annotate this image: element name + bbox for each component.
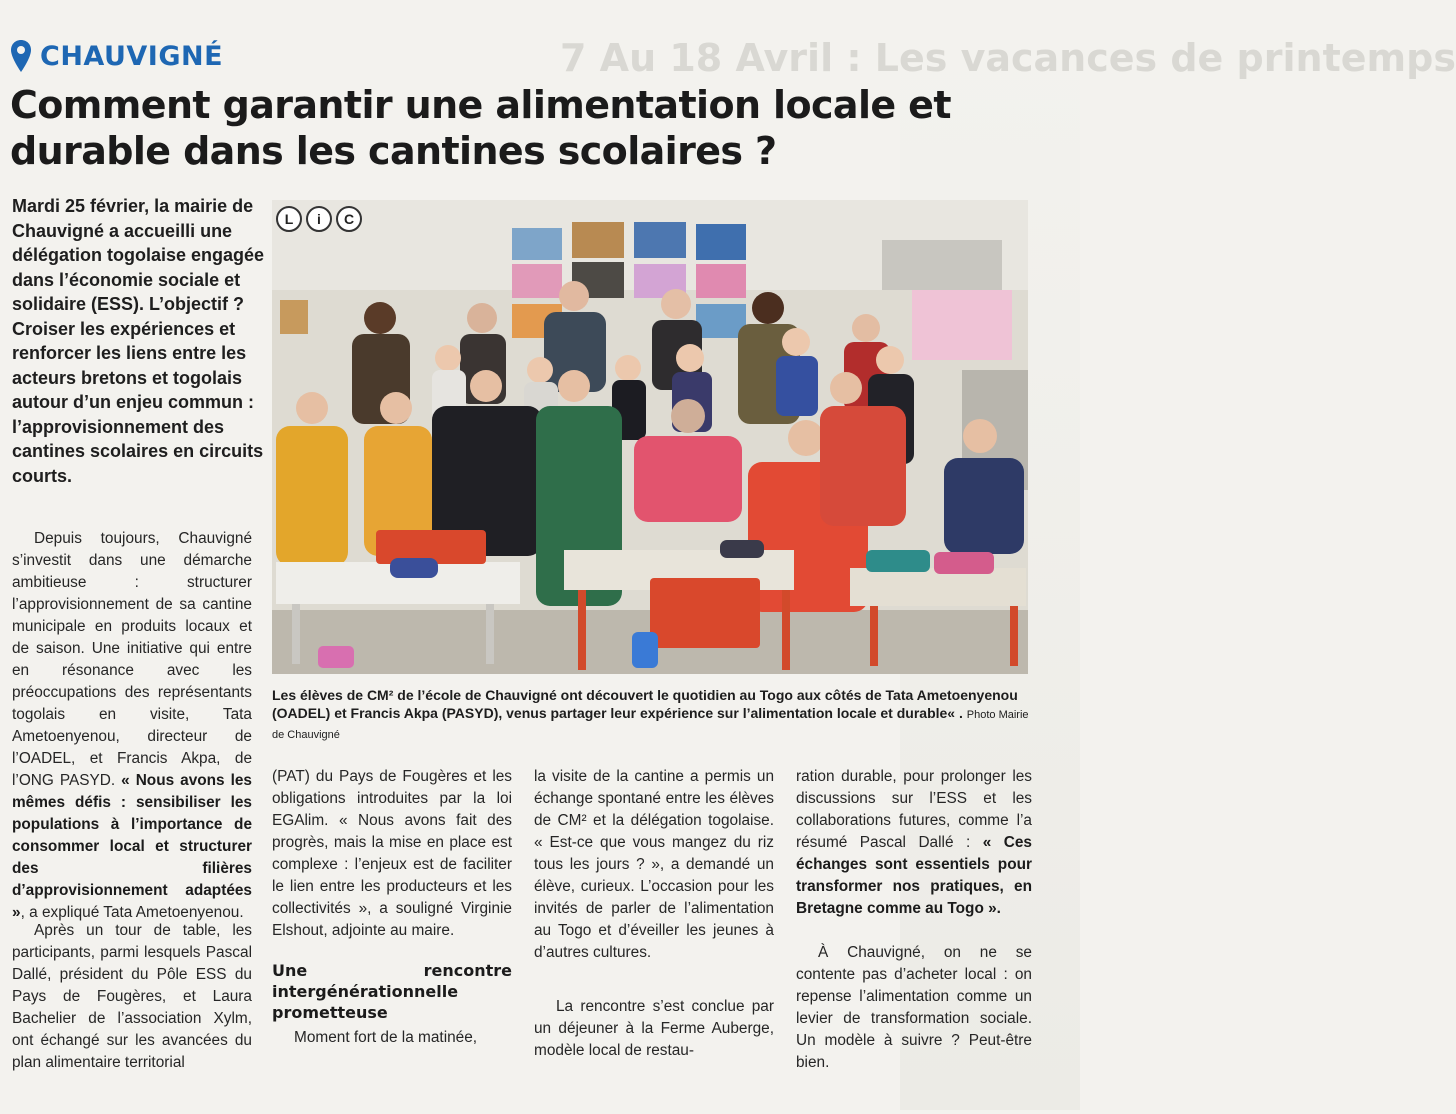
map-pin-icon <box>10 39 32 73</box>
location-name: CHAUVIGNÉ <box>40 40 224 72</box>
text-run: , a expliqué Tata Ametoenyenou. <box>20 904 244 921</box>
paragraph: (PAT) du Pays de Fougères et les obligations introduites par la loi EGAlim. « Nous avons fait des progrès, mais la mise en place est complexe : l’enjeux est de faciliter le lien entre les producteurs et les collectivités », a souligné Virginie Elshout, adjointe au maire. <box>272 768 512 939</box>
article-column-1-bottom <box>12 920 252 1074</box>
badge-letter: i <box>306 206 332 232</box>
photo-agency-badge <box>276 206 362 232</box>
photo-caption <box>272 686 1032 744</box>
photo-caption-text: Les élèves de CM² de l’école de Chauvigné ont découvert le quotidien au Togo aux côtés de Tata Ametoenyenou (OADEL) et Francis Akpa (PASYD), venus partager leur expérience sur l’alimentation locale et durable« . <box>272 687 1018 721</box>
paragraph: Moment fort de la matinée, <box>294 1029 478 1046</box>
article-column-1 <box>12 528 252 946</box>
badge-letter: C <box>336 206 362 232</box>
article-column-3 <box>534 766 774 1062</box>
text-run: ration durable, pour prolonger les discussions sur l’ESS et les collaborations futures, comme l’a résumé Pascal Dallé : <box>796 768 1032 851</box>
quote: « Ces échanges sont essentiels pour transformer nos pratiques, en Bretagne comme au Togo ». <box>796 834 1032 917</box>
adjacent-article-title: 7 Au 18 Avril : Les vacances de printemps <box>560 36 1456 80</box>
article-subhead: Une rencontre intergénérationnelle prometteuse <box>272 961 512 1022</box>
text-run: Depuis toujours, Chauvigné s’investit dans une démarche ambitieuse : structurer l’approvisionnement de sa cantine municipale en produits locaux et de saison. Une initiative qui entre en résonance avec les préoccupations des représentants togolais en visite, Tata Ametoenyenou, directeur de l’OADEL, et Francis Akpa, de l’ONG PASYD. <box>12 530 252 789</box>
location-header <box>10 36 223 76</box>
paragraph <box>12 528 252 924</box>
article-photo <box>272 200 1028 674</box>
paragraph <box>796 766 1032 920</box>
paragraph: Après un tour de table, les participants, parmi lesquels Pascal Dallé, président du Pôle ESS du Pays de Fougères, et Laura Bachelier de l’association Xylm, ont échangé sur les avancées du plan alimentaire territorial <box>12 922 252 1071</box>
classroom-group-photo <box>272 200 1028 674</box>
paragraph: La rencontre s’est conclue par un déjeuner à la Ferme Auberge, modèle local de restau- <box>534 998 774 1059</box>
quote: « Nous avons les mêmes défis : sensibiliser les populations à l’importance de consommer local et structurer des filières d’approvisionnement adaptées » <box>12 772 252 921</box>
article-column-2 <box>272 766 512 1049</box>
paragraph: À Chauvigné, on ne se contente pas d’acheter local : on repense l’alimentation comme un levier de transformation sociale. Un modèle à suivre ? Peut-être bien. <box>796 944 1032 1071</box>
badge-letter: L <box>276 206 302 232</box>
paragraph: la visite de la cantine a permis un échange spontané entre les élèves de CM² et la délégation togolaise. « Est-ce que vous mangez du riz tous les jours ? », a demandé un élève, curieux. L’occasion pour les invités de parler de l’alimentation au Togo et d’éveiller les jeunes à d’autres cultures. <box>534 768 774 961</box>
article-column-4 <box>796 766 1032 1074</box>
article-lead: Mardi 25 février, la mairie de Chauvigné a accueilli une délégation togolaise engagée dans l’économie sociale et solidaire (ESS). L’objectif ? Croiser les expériences et renforcer les liens entre les acteurs bretons et togolais autour d’un enjeu commun : l’approvisionnement des cantines scolaires en circuits courts. <box>12 196 265 486</box>
photo-credit: Photo Mairie de Chauvigné <box>272 709 1029 741</box>
article-headline: Comment garantir une alimentation locale et durable dans les cantines scolaires ? <box>10 83 951 173</box>
